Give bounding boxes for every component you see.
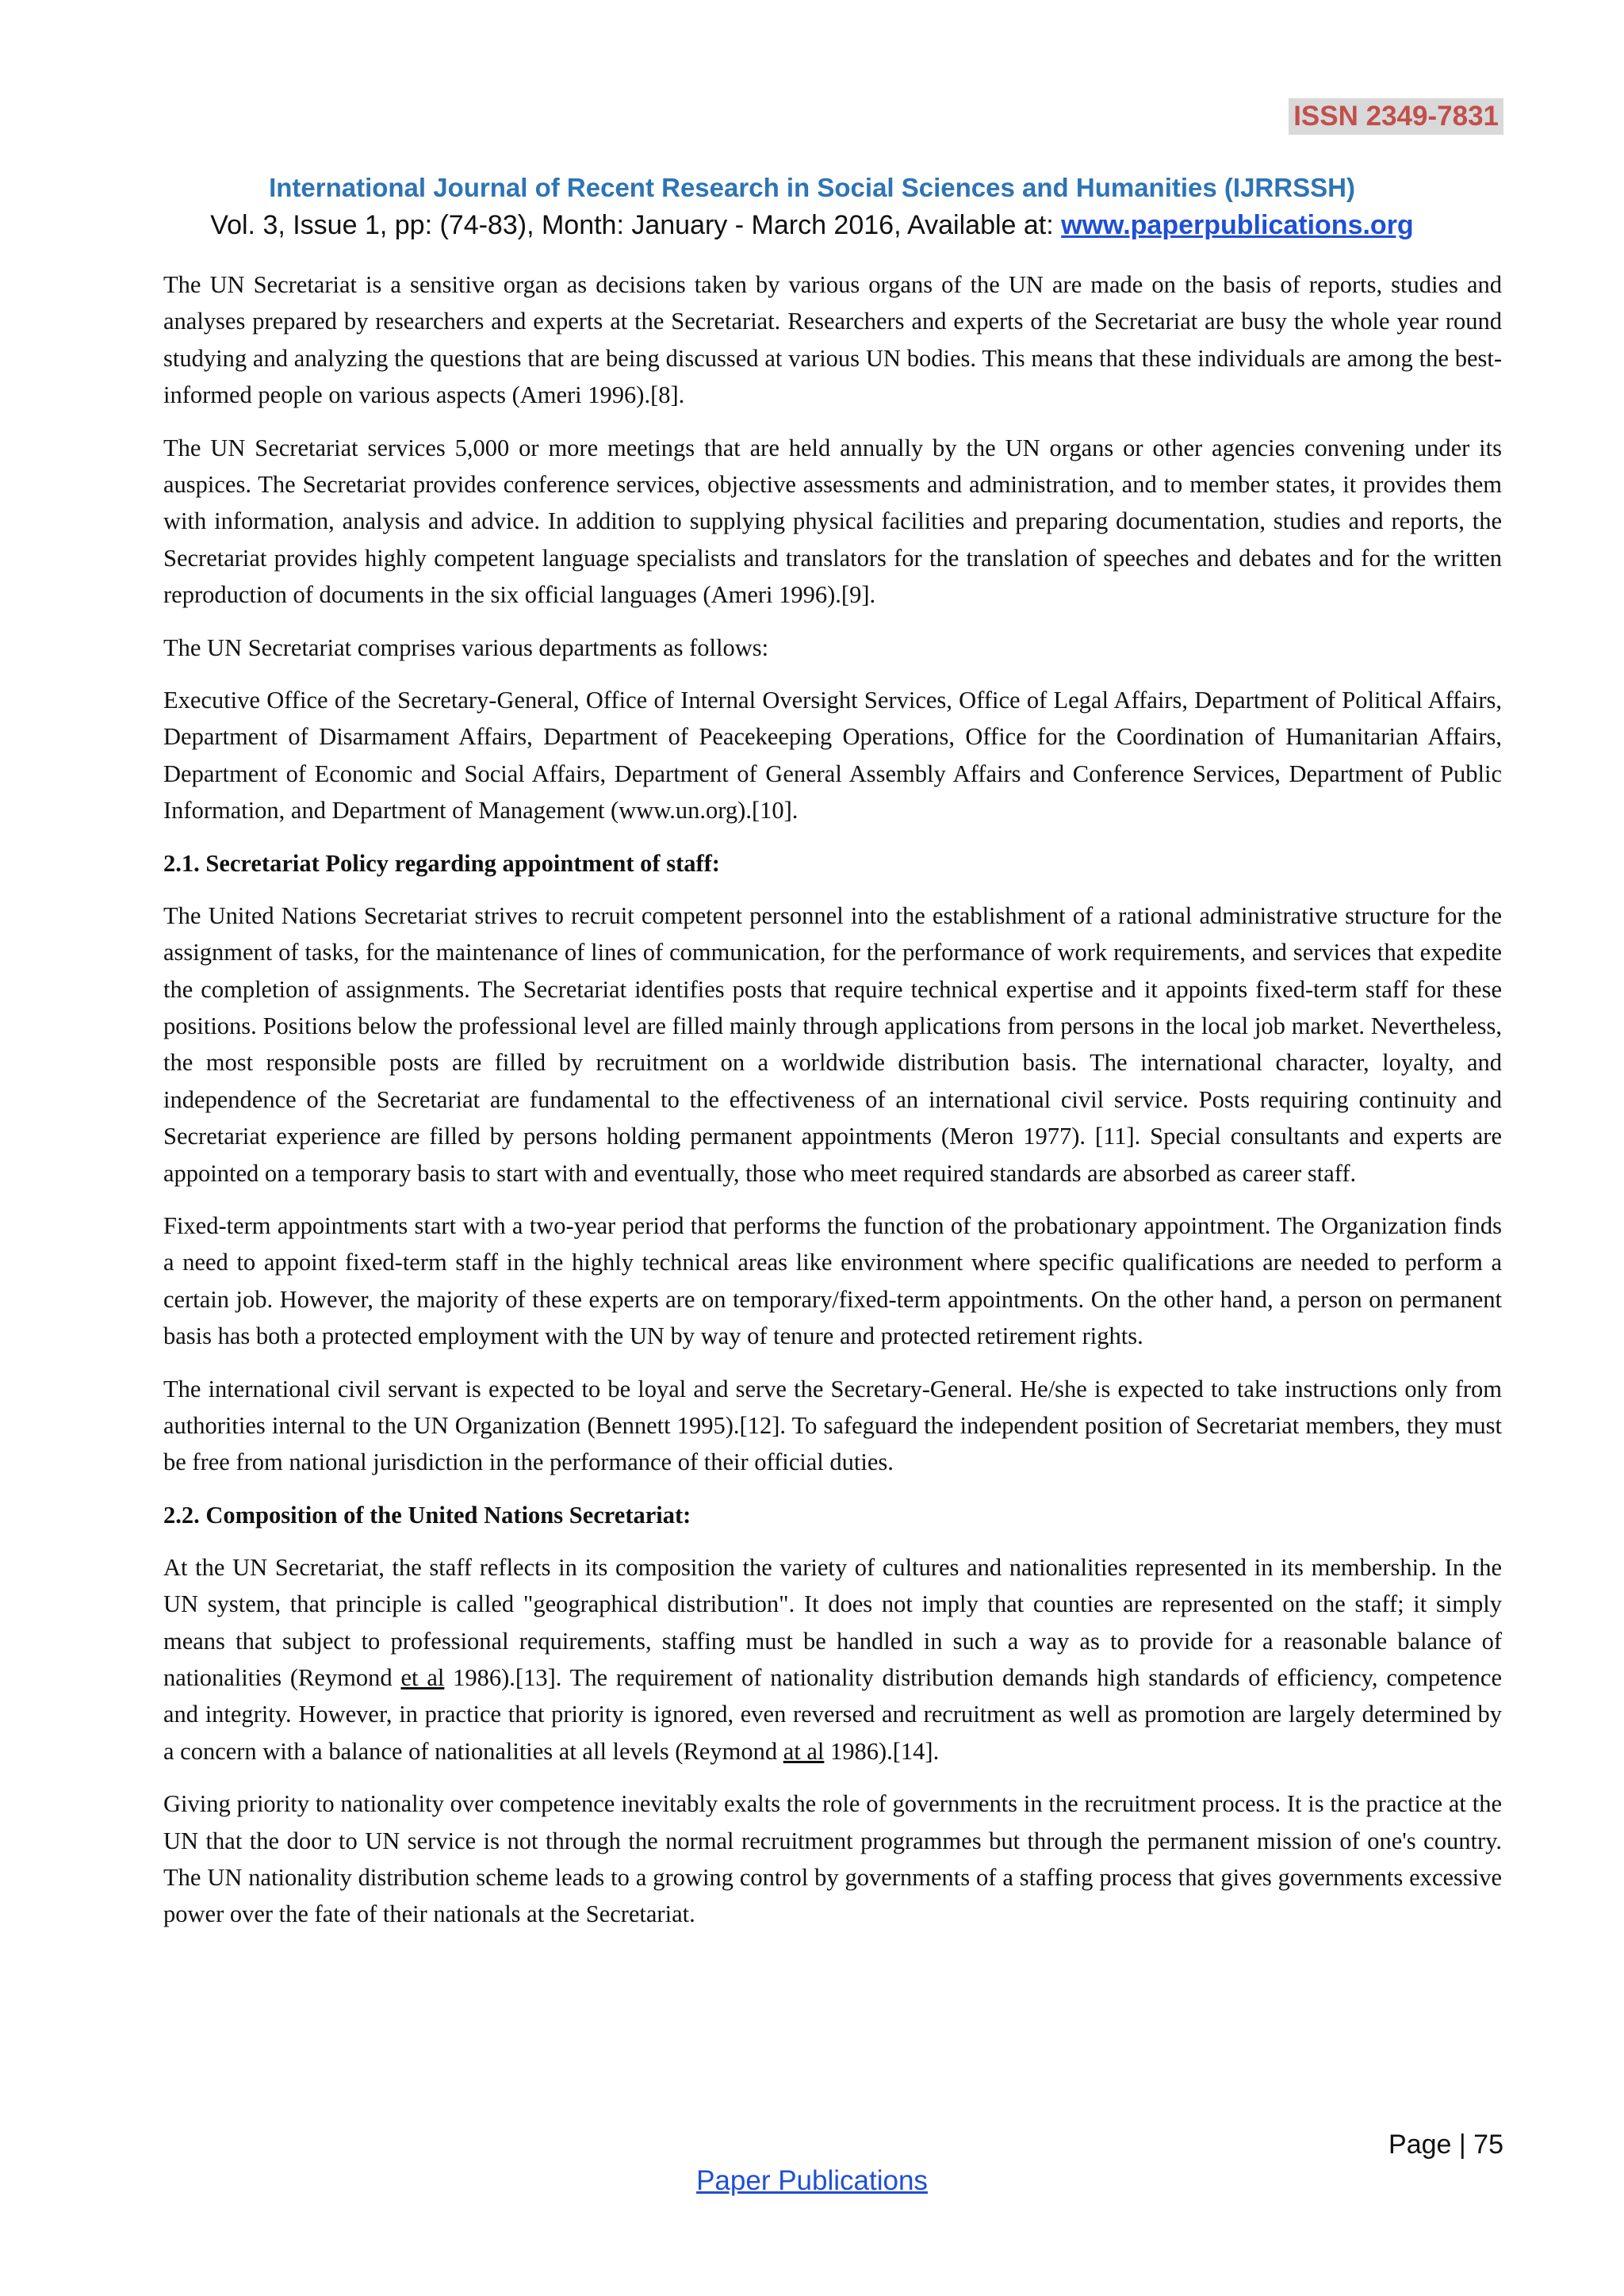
paragraph: Fixed-term appointments start with a two-year period that performs the function of the probationary appointment. The Organization finds a need to appoint fixed-term staff in the highly technical areas like environment where specific qualifications are needed to perform a certain job. However, the majority of these experts are on temporary/fixed-term appointments. On the other hand, a person on permanent basis has both a protected employment with the UN by way of tenure and protected retirement rights. <box>163 1211 1502 1350</box>
journal-header <box>0 170 1624 244</box>
text-run: 1986).[13]. The requirement of nationality distribution demands high standards of efficiency, competence and integrity. However, in practice that priority is ignored, even reversed and recruitment as well as promotion are largely determined by a concern with a balance of nationalities at all levels (Reymond <box>163 1664 1502 1765</box>
journal-volume-info <box>0 206 1624 244</box>
paragraph <box>163 1549 1502 1770</box>
text-run: At the UN Secretariat, the staff reflects in its composition the variety of cultures and nationalities represented in its membership. In the UN system, that principle is called "geographical distribution". It does not imply that counties are represented on the staff; it simply means that subject to professional requirements, staffing must be handled in such a way as to provide for a reasonable balance of nationalities (Reymond <box>163 1553 1502 1691</box>
paragraph: The UN Secretariat comprises various departments as follows: <box>163 633 769 661</box>
text-run: 1986).[14]. <box>824 1737 940 1765</box>
paragraph: The international civil servant is expected to be loyal and serve the Secretary-General. He/she is expected to take instructions only from authorities internal to the UN Organization (Bennett 1995).[12]. To safeguard the independent position of Secretariat members, they must be free from national jurisdiction in the performance of their official duties. <box>163 1375 1502 1476</box>
section-heading: 2.1. Secretariat Policy regarding appointment of staff: <box>163 849 720 877</box>
journal-title: International Journal of Recent Research in Social Sciences and Humanities (IJRRSSH) <box>269 173 1355 202</box>
paragraph: The UN Secretariat services 5,000 or more meetings that are held annually by the UN organs or other agencies convening under its auspices. The Secretariat provides conference services, objective assessments and administration, and to member states, it provides them with information, analysis and advice. In addition to supplying physical facilities and preparing documentation, studies and reports, the Secretariat provides highly competent language specialists and translators for the translation of speeches and debates and for the written reproduction of documents in the six official languages (Ameri 1996).[9]. <box>163 434 1502 609</box>
paragraph: Giving priority to nationality over competence inevitably exalts the role of governments in the recruitment process. It is the practice at the UN that the door to UN service is not through the normal recruitment programmes but through the permanent mission of one's country. The UN nationality distribution scheme leads to a growing control by governments of a staffing process that gives governments excessive power over the fate of their nationals at the Secretariat. <box>163 1790 1502 1928</box>
section-heading: 2.2. Composition of the United Nations Secretariat: <box>163 1501 691 1529</box>
volume-info-text: Vol. 3, Issue 1, pp: (74-83), Month: January - March 2016, Available at: <box>210 210 1062 240</box>
paragraph: The United Nations Secretariat strives to recruit competent personnel into the establishment of a rational administrative structure for the assignment of tasks, for the maintenance of lines of communication, for the performance of work requirements, and services that expedite the completion of assignments. The Secretariat identifies posts that require technical expertise and it appoints fixed-term staff for these positions. Positions below the professional level are filled mainly through applications from persons in the local job market. Nevertheless, the most responsible posts are filled by recruitment on a worldwide distribution basis. The international character, loyalty, and independence of the Secretariat are fundamental to the effectiveness of an international civil service. Posts requiring continuity and Secretariat experience are filled by persons holding permanent appointments (Meron 1977). [11]. Special consultants and experts are appointed on a temporary basis to start with and eventually, those who meet required standards are absorbed as career staff. <box>163 901 1502 1187</box>
publisher-link[interactable]: Paper Publications <box>696 2165 928 2196</box>
paragraph: Executive Office of the Secretary-General, Office of Internal Oversight Services, Office of Legal Affairs, Department of Political Affairs, Department of Disarmament Affairs, Department of Peacekeeping Operations, Office for the Coordination of Humanitarian Affairs, Department of Economic and Social Affairs, Department of General Assembly Affairs and Conference Services, Department of Public Information, and Department of Management (www.un.org).[10]. <box>163 687 1502 825</box>
footer <box>0 2163 1624 2199</box>
page-number: Page | 75 <box>1388 2130 1503 2160</box>
journal-website-link[interactable]: www.paperpublications.org <box>1061 210 1414 240</box>
et-al-citation: at al <box>783 1737 825 1765</box>
article-body <box>163 266 1502 1949</box>
issn-label: ISSN 2349-7831 <box>1289 98 1503 135</box>
et-al-citation: et al <box>400 1664 445 1691</box>
paragraph: The UN Secretariat is a sensitive organ as decisions taken by various organs of the UN are made on the basis of reports, studies and analyses prepared by researchers and experts at the Secretariat. Researchers and experts of the Secretariat are busy the whole year round studying and analyzing the questions that are being discussed at various UN bodies. This means that these individuals are among the best-informed people on various aspects (Ameri 1996).[8]. <box>163 271 1502 409</box>
